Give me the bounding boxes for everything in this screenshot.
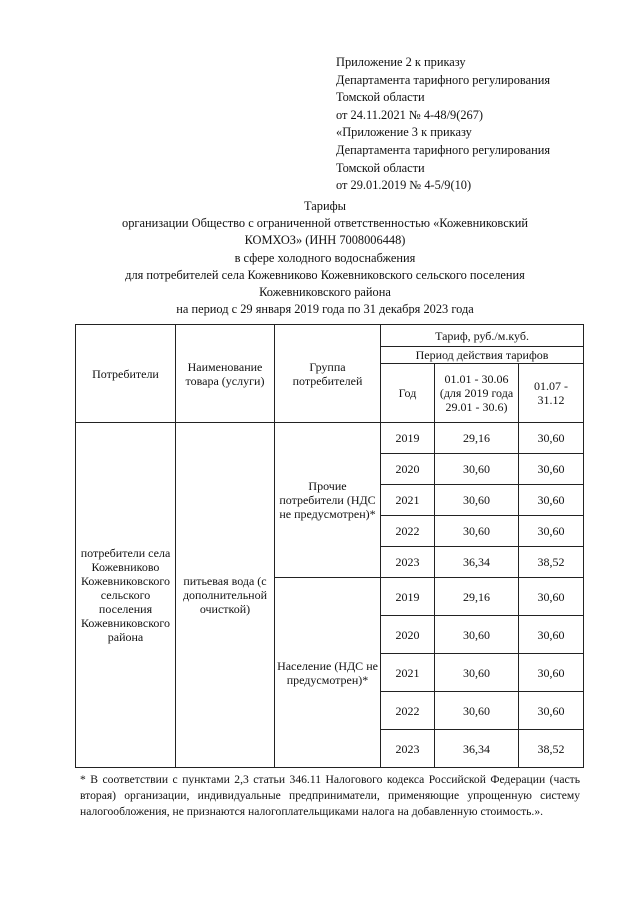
document-title (60, 198, 590, 318)
group-cell: Прочие потребители (НДС не предусмотрен)* (275, 423, 381, 578)
tariff-cell: 30,60 (519, 454, 584, 485)
year-cell: 2023 (381, 730, 435, 768)
header-line: Департамента тарифного регулирования (336, 72, 551, 87)
header-line: «Приложение 3 к приказу (336, 125, 472, 140)
title-line: на период с 29 января 2019 года по 31 декабря 2023 года (176, 302, 474, 317)
header-line: Департамента тарифного регулирования (336, 142, 551, 157)
header-line: Томской области (336, 90, 425, 105)
tariff-cell: 30,60 (435, 454, 519, 485)
tariff-cell: 29,16 (435, 578, 519, 616)
tariff-cell: 29,16 (435, 423, 519, 454)
year-cell: 2020 (381, 616, 435, 654)
tariff-cell: 30,60 (435, 516, 519, 547)
tariff-table (75, 324, 584, 768)
header-line: от 24.11.2021 № 4-48/9(267) (336, 107, 484, 122)
year-cell: 2021 (381, 654, 435, 692)
product-cell: питьевая вода (с дополнительной очисткой) (176, 423, 275, 768)
year-cell: 2023 (381, 547, 435, 578)
header-line: от 29.01.2019 № 4-5/9(10) (336, 178, 472, 193)
tariff-cell: 30,60 (519, 485, 584, 516)
tariff-cell: 38,52 (519, 730, 584, 768)
header-consumers: Потребители (76, 325, 176, 423)
title-line: КОМХОЗ» (ИНН 7008006448) (244, 233, 406, 248)
year-cell: 2022 (381, 516, 435, 547)
consumer-cell: потребители села Кожевниково Кожевниковского сельского поселения Кожевниковского района (76, 423, 176, 768)
tariff-cell: 38,52 (519, 547, 584, 578)
header-period: Период действия тарифов (381, 347, 584, 364)
tariff-cell: 30,60 (519, 578, 584, 616)
footnote: * В соответствии с пунктами 2,3 статьи 346.11 Налогового кодекса Российской Федерации (часть вторая) организации, индивидуальные предприниматели, применяющие упрощенную систему налогообложения, не признаются налогоплательщиками налога на добавленную стоимость.». (80, 773, 580, 818)
tariff-cell: 36,34 (435, 547, 519, 578)
tariff-cell: 30,60 (435, 616, 519, 654)
title-line: Кожевниковского района (259, 285, 391, 300)
tariff-cell: 30,60 (435, 654, 519, 692)
header-group: Группа потребителей (275, 325, 381, 423)
header-year: Год (381, 364, 435, 423)
year-cell: 2020 (381, 454, 435, 485)
tariff-cell: 30,60 (435, 485, 519, 516)
header-period-2: 01.07 - 31.12 (519, 364, 584, 423)
title-line: в сфере холодного водоснабжения (234, 250, 416, 265)
title-line: организации Общество с ограниченной ответственностью «Кожевниковский (122, 216, 528, 231)
tariff-cell: 30,60 (519, 616, 584, 654)
header-line: Томской области (336, 160, 425, 175)
group-cell: Население (НДС не предусмотрен)* (275, 578, 381, 768)
year-cell: 2019 (381, 578, 435, 616)
title-line: Тарифы (304, 199, 346, 213)
year-cell: 2021 (381, 485, 435, 516)
tariff-cell: 30,60 (519, 516, 584, 547)
tariff-cell: 30,60 (519, 692, 584, 730)
header-tariff: Тариф, руб./м.куб. (381, 325, 584, 347)
tariff-cell: 36,34 (435, 730, 519, 768)
year-cell: 2019 (381, 423, 435, 454)
tariff-cell: 30,60 (519, 654, 584, 692)
appendix-header (336, 54, 626, 195)
header-line: Приложение 2 к приказу (336, 55, 466, 69)
header-period-1: 01.01 - 30.06 (для 2019 года 29.01 - 30.6) (435, 364, 519, 423)
tariff-cell: 30,60 (519, 423, 584, 454)
tariff-cell: 30,60 (435, 692, 519, 730)
title-line: для потребителей села Кожевниково Кожевниковского сельского поселения (125, 267, 525, 282)
header-product: Наименование товара (услуги) (176, 325, 275, 423)
year-cell: 2022 (381, 692, 435, 730)
